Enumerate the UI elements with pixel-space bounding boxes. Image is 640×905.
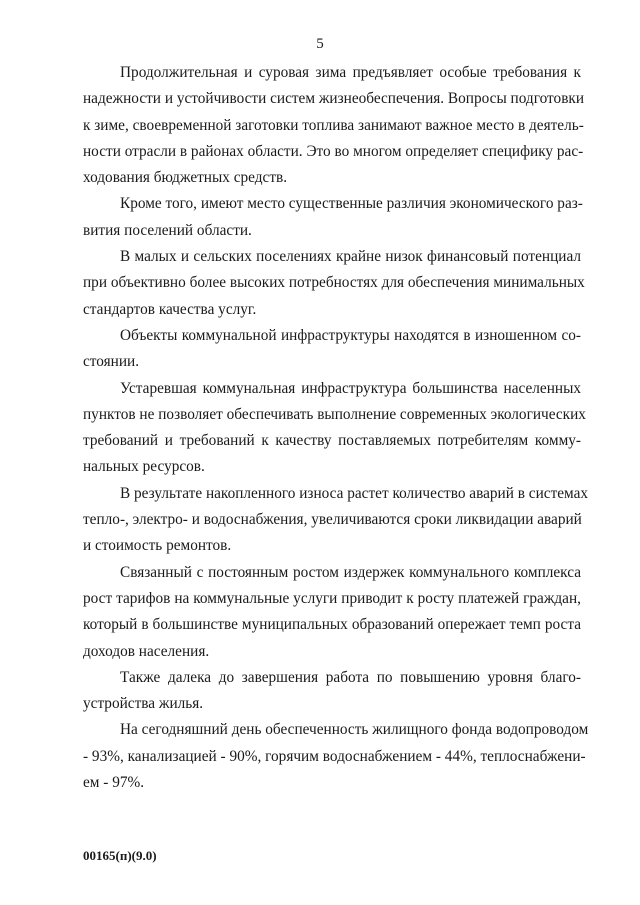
page-number: 5 [316,36,324,52]
paragraph [83,665,581,718]
paragraph [83,717,589,796]
text-line: стоянии. [83,353,140,371]
paragraph [83,481,589,560]
body-text [83,60,589,796]
paragraph [83,376,586,481]
text-line: доходов населения. [83,642,210,660]
text-line: Устаревшая коммунальная инфраструктура большинства населенных [120,379,581,397]
paragraph [83,191,581,244]
text-line: На сегодняшний день обеспеченность жилищного фонда водопроводом [120,721,589,739]
text-line: ходования бюджетных средств. [83,169,288,187]
text-line: - 93%, канализацией - 90%, горячим водоснабжением - 44%, теплоснабжени- [83,747,586,765]
text-line: ности отрасли в районах области. Это во многом определяет специфику рас- [83,142,584,160]
text-line: Связанный с постоянным ростом издержек коммунального комплекса [120,563,581,581]
text-line: тепло-, электро- и водоснабжения, увеличиваются сроки ликвидации аварий [83,511,582,529]
text-line: рост тарифов на коммунальные услуги приводит к росту платежей граждан, [83,589,581,607]
text-line: при объективно более высоких потребностях для обеспечения минимальных [83,274,585,292]
paragraph [83,244,585,323]
text-line: Кроме того, имеют место существенные различия экономического раз- [120,195,583,213]
text-line: который в большинстве муниципальных образований опережает темп роста [83,616,581,634]
text-line: вития поселений области. [83,221,252,239]
text-line: Также далека до завершения работа по повышению уровня благо- [120,668,581,686]
paragraph [83,560,581,665]
text-line: к зиме, своевременной заготовки топлива занимают важное место в деятель- [83,116,584,134]
text-line: В малых и сельских поселениях крайне низок финансовый потенциал [120,248,581,266]
document-code: 00165(п)(9.0) [83,848,157,863]
text-line: устройства жилья. [83,695,204,713]
text-line: стандартов качества услуг. [83,300,257,318]
text-line: Продолжительная и суровая зима предъявляет особые требования к [120,64,581,81]
text-line: и стоимость ремонтов. [83,537,232,555]
text-line: надежности и устойчивости систем жизнеобеспечения. Вопросы подготовки [83,90,585,108]
paragraph [83,60,585,191]
text-line: В результате накопленного износа растет количество аварий в системах [120,484,589,502]
text-line: Объекты коммунальной инфраструктуры находятся в изношенном со- [120,326,581,344]
text-line: ем - 97%. [83,774,145,792]
text-line: нальных ресурсов. [83,458,205,476]
paragraph [83,323,581,376]
text-line: пунктов не позволяет обеспечивать выполнение современных экологических [83,405,586,423]
text-line: требований и требований к качеству поставляемых потребителям комму- [83,432,581,450]
